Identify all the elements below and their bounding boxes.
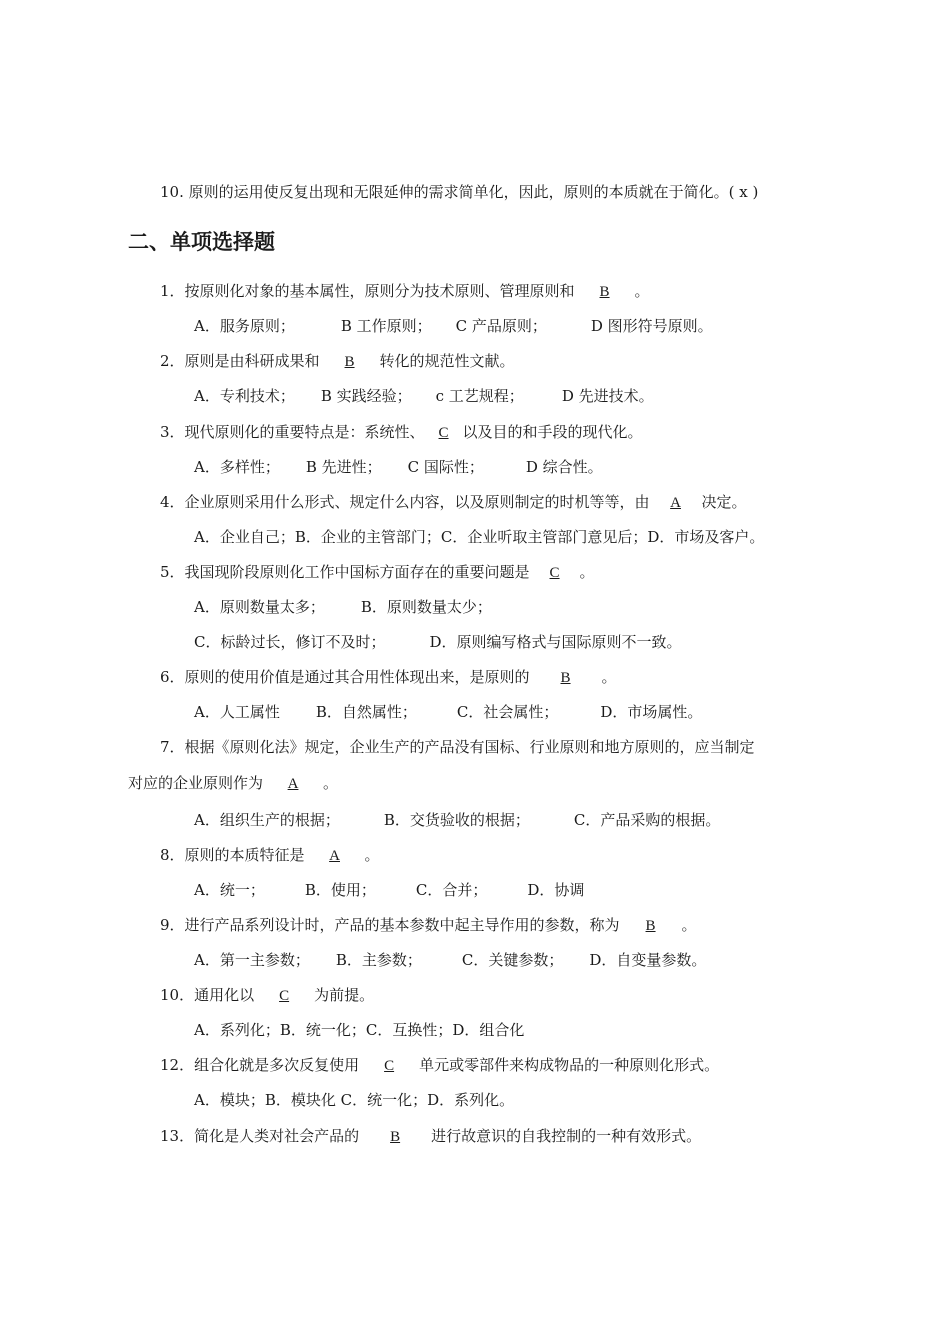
question-text-end: 以及目的和手段的现代化。	[462, 423, 643, 441]
question-text-end: 。	[601, 668, 617, 686]
option-b: B．自然属性；	[315, 703, 417, 721]
answer-blank: C	[279, 988, 290, 1004]
question-text-end: 决定。	[701, 493, 747, 511]
question-12	[160, 1055, 719, 1076]
question-7: 7．根据《原则化法》规定，企业生产的产品没有国标、行业原则和地方原则的，应当制定	[160, 738, 755, 756]
answer-blank: C	[384, 1058, 395, 1074]
question-10-options	[194, 1020, 524, 1040]
question-text: 6．原则的使用价值是通过其合用性体现出来，是原则的	[160, 668, 530, 686]
option-c: C．合并；	[415, 881, 488, 899]
answer-blank: A	[287, 776, 299, 792]
question-text: 1．按原则化对象的基本属性，原则分为技术原则、管理原则和	[160, 282, 575, 300]
question-text-end: 。	[579, 563, 595, 581]
option-d: D．自变量参数。	[589, 951, 707, 969]
question-7-options	[194, 810, 720, 830]
question-5-options-2	[194, 632, 682, 652]
option-b: B 实践经验；	[320, 387, 412, 405]
question-6-options	[194, 702, 702, 722]
question-8	[160, 845, 380, 866]
option-c: C．社会属性；	[456, 703, 559, 721]
question-text-end: 。	[681, 916, 697, 934]
options-text: A．企业自己；B．企业的主管部门；C．企业听取主管部门意见后；D．市场及客户。	[194, 528, 765, 546]
question-2	[160, 351, 515, 372]
answer-blank: B	[599, 284, 610, 300]
answer-blank: A	[670, 495, 681, 511]
question-3	[160, 422, 643, 443]
answer-blank: B	[344, 354, 355, 370]
option-b: B 先进性；	[305, 458, 382, 476]
question-5-options	[194, 597, 492, 617]
option-a: A．原则数量太多；	[194, 598, 325, 616]
question-text: 8．原则的本质特征是	[160, 846, 305, 864]
answer-blank: B	[560, 670, 571, 686]
option-c: C．产品采购的根据。	[573, 811, 721, 829]
answer-blank: C	[438, 425, 449, 441]
option-a: A．组织生产的根据；	[194, 811, 340, 829]
question-text: 3．现代原则化的重要特点是：系统性、	[160, 423, 425, 441]
question-9	[160, 915, 697, 936]
option-d: D．协调	[527, 881, 585, 899]
option-b: B．交货验收的根据；	[383, 811, 530, 829]
option-d: D 先进技术。	[561, 387, 654, 405]
option-b: B．使用；	[304, 881, 376, 899]
option-c: c 工艺规程；	[435, 387, 524, 405]
question-12-options	[194, 1090, 514, 1110]
option-a: A．多样性；	[194, 458, 280, 476]
question-1	[160, 281, 650, 302]
question-10	[160, 985, 374, 1006]
question-text: 对应的企业原则作为	[128, 774, 264, 792]
option-a: A．人工属性	[194, 703, 280, 721]
question-text-end: 转化的规范性文献。	[379, 352, 515, 370]
option-a: A．专利技术；	[194, 387, 295, 405]
answer-blank: C	[549, 565, 560, 581]
question-2-options	[194, 386, 654, 406]
question-text: 2．原则是由科研成果和	[160, 352, 320, 370]
question-6	[160, 667, 617, 688]
question-text-end: 为前提。	[314, 986, 375, 1004]
question-4	[160, 492, 747, 513]
question-7-continued	[128, 773, 338, 794]
options-text: A．系列化；B．统一化；C．互换性；D．组合化	[194, 1021, 525, 1039]
option-b: B．主参数；	[335, 951, 422, 969]
question-text-end: 。	[634, 282, 650, 300]
question-text: 12．组合化就是多次反复使用	[160, 1056, 360, 1074]
question-1-options	[194, 316, 713, 336]
option-c: C 产品原则；	[455, 317, 547, 335]
question-8-options	[194, 880, 584, 900]
option-d: D 综合性。	[525, 458, 603, 476]
answer-blank: A	[329, 848, 340, 864]
answer-blank: B	[645, 918, 656, 934]
question-9-options	[194, 950, 706, 970]
answer-blank: B	[390, 1129, 401, 1145]
option-a: A．第一主参数；	[194, 951, 310, 969]
question-13	[160, 1126, 701, 1147]
question-text: 9．进行产品系列设计时，产品的基本参数中起主导作用的参数，称为	[160, 916, 620, 934]
section-title: 二、单项选择题	[128, 229, 275, 254]
options-text: A．模块；B．模块化 C．统一化；D．系列化。	[194, 1091, 515, 1109]
true-false-item-10: 10. 原则的运用使反复出现和无限延伸的需求简单化，因此，原则的本质就在于简化。( x )	[160, 183, 759, 201]
option-c: C．标龄过长，修订不及时；	[194, 633, 386, 651]
option-d: D．原则编写格式与国际原则不一致。	[429, 633, 682, 651]
option-b: B．原则数量太少；	[360, 598, 492, 616]
question-text-end: 。	[364, 846, 380, 864]
question-text-end: 进行故意识的自我控制的一种有效形式。	[431, 1127, 702, 1145]
question-5	[160, 562, 595, 583]
question-text-end: 。	[323, 774, 339, 792]
question-text: 13．简化是人类对社会产品的	[160, 1127, 360, 1145]
question-4-options	[194, 527, 764, 547]
question-text: 10．通用化以	[160, 986, 255, 1004]
question-text-end: 单元或零部件来构成物品的一种原则化形式。	[419, 1056, 720, 1074]
option-b: B 工作原则；	[340, 317, 432, 335]
option-a: A．服务原则；	[194, 317, 295, 335]
question-text: 4．企业原则采用什么形式、规定什么内容，以及原则制定的时机等等，由	[160, 493, 650, 511]
option-c: C 国际性；	[407, 458, 484, 476]
question-3-options	[194, 457, 603, 477]
question-text: 5．我国现阶段原则化工作中国标方面存在的重要问题是	[160, 563, 530, 581]
option-c: C．关键参数；	[461, 951, 564, 969]
option-d: D 图形符号原则。	[590, 317, 713, 335]
option-d: D．市场属性。	[600, 703, 703, 721]
option-a: A．统一；	[194, 881, 265, 899]
